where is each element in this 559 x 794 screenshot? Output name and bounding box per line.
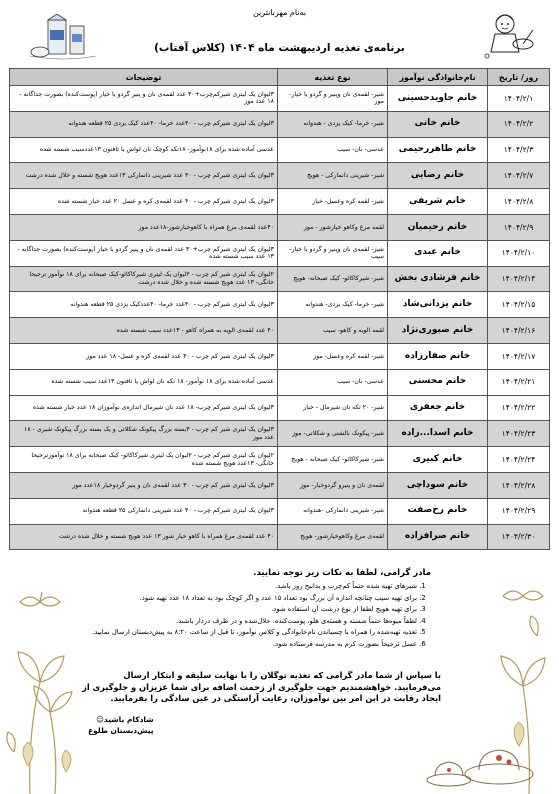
cell-description: ۳لیوان یک لیتری شیرکم‌چرب+۳۰ عدد لقمه‌ی نان و پنیر گردو یا خیار (پوست‌کنده) بصورت جداگانه - ۱۸ عدد موز [10, 86, 278, 112]
cell-student-name: خانم شریفی [388, 189, 488, 215]
cell-food-type: شیر- خرما- کیک یزدی - هندوانه [278, 111, 388, 137]
table-row [10, 214, 550, 240]
cell-date: ۱۴۰۴/۲/۸ [488, 189, 550, 215]
cell-date: ۱۴۰۴/۲/۷ [488, 163, 550, 189]
cell-student-name: خانم صبوری‌نژاد [388, 318, 488, 344]
cell-food-type: شیر- شیرکاکائو- کیک صبحانه- هویج [278, 266, 388, 292]
note-item: 4. لطفاً میوه‌ها حتماً شسته و هسته‌ی هلو، پوست‌کنده، خلال‌شده و در ظرف دردار باشند. [81, 616, 417, 628]
cell-description: ۳لیوان یک لیتری شیرکم چرب+۳۰ عدد لقمه‌ی نان و پنیر گردو یا خیار (پوست‌کنده) بصورت جداگانه - ۱۳ عدد سیب شسته شده [10, 240, 278, 266]
table-row [10, 163, 550, 189]
note-item: 1. شیرهای تهیه شده حتماً کم‌چرب و بدانیح روز باشد. [81, 581, 417, 593]
table-row [10, 395, 550, 421]
table-row [10, 86, 550, 112]
cell-student-name: خانم جعفری [388, 395, 488, 421]
cell-food-type: لقمه الویه و کاهو- سیب [278, 318, 388, 344]
note-item: 2. برای تهیه سیب چنانچه اندازه آن بزرگ بود تعداد ۱۵ عدد و اگر کوچک بود به تعداد ۱۸ عدد تهیه شود. [81, 593, 417, 605]
page-header [0, 0, 559, 68]
child-mixing-bowl-illustration [481, 10, 537, 62]
table-row [10, 292, 550, 318]
cell-food-type: لقمه‌ی نان و پنیرو گردوخیار- موز [278, 472, 388, 498]
column-header-date: روز/ تاریخ [488, 69, 550, 86]
cell-student-name: خانم جاویدحسینی [388, 86, 488, 112]
cell-date: ۱۴۰۴/۲/۱۷ [488, 343, 550, 369]
bismillah-text: به‌نام مهربانترین [252, 8, 307, 17]
cell-description: عدسی آماده شده برای ۱۸ نوآموز- ۱۸ تکه نان لواش یا تافتون ۱۳عدد سیب شسته شده [10, 369, 278, 395]
cell-student-name: خانم یزدانی‌شاد [388, 292, 488, 318]
table-row [10, 137, 550, 163]
cell-date: ۱۴۰۴/۲/۲۴ [488, 447, 550, 473]
table-row [10, 447, 550, 473]
cell-food-type: شیر- لقمه کره وعسل- موز [278, 343, 388, 369]
cell-food-type: شیر- شیرینی دانمارکی - هویج [278, 163, 388, 189]
closing-message: با سپاس از شما مادر گرامی که تغذیه توگلان را با نهایت سلیقه و ابتکار ارسال می‌فرمایید. خواهشمندیم جهت جلوگیری از زحمت اضافه برای شما عزیزان و جلوگیری از ایجاد رقابت در این امر بین نوآموزان، رعایت آراستگی در عین سادگی را بفرمایید. [82, 670, 441, 703]
table-row [10, 189, 550, 215]
cell-description: ۳لیوان یک لیتری شیرکم چرب - ۴۰ عدد شیرینی دانمارکی ۱۳عدد هویج شسته و خلال شده درشت [10, 163, 278, 189]
cell-date: ۱۴۰۴/۲/۱۴ [488, 266, 550, 292]
note-item: 3. برای تهیه هویج لطفا از نوع درشت آن استفاده شود. [81, 604, 417, 616]
cell-student-name: خانم سوداچی [388, 472, 488, 498]
cell-description: ۳لیوان یک لیتری شیرکم چرب- ۱۸ عدد نان شیرمال اندازه‌ی نوآموزان ۱۸ عدد خیار شسته شده [10, 395, 278, 421]
table-row [10, 343, 550, 369]
cell-student-name: خانم محسنی [388, 369, 488, 395]
cell-food-type: عدسی- نان- سیب [278, 137, 388, 163]
cell-description: ۳لیوان یک لیتری شیرکم چرب - ۴۰ عدد لقمه‌ی کره و عسل ۲۰ عدد خیار شسته شده [10, 189, 278, 215]
table-row [10, 318, 550, 344]
cell-food-type: شیر- پیکونک بالشتی و شکلاتی- موز [278, 421, 388, 447]
nutrition-schedule-table [9, 68, 550, 550]
cell-food-type: شیر- ۲۰ تکه نان شیرمال - خیار [278, 395, 388, 421]
cell-date: ۱۴۰۴/۲/۱۶ [488, 318, 550, 344]
notes-title: مادر گرامی، لطفا به نکات زیر توجه نمایید. [253, 568, 431, 578]
cell-food-type: شیر- لقمه‌ی نان وپنیر و گردو یا خیار- سیب [278, 240, 388, 266]
cell-food-type: شیر- شیرکاکائو- کیک صبحانه - هویج [278, 447, 388, 473]
table-row [10, 266, 550, 292]
cell-date: ۱۴۰۴/۲/۳۰ [488, 524, 550, 550]
cell-student-name: خانم عبدی [388, 240, 488, 266]
cell-student-name: خانم رخ‌صفت [388, 498, 488, 524]
cell-date: ۱۴۰۴/۲/۲۹ [488, 498, 550, 524]
cell-date: ۱۴۰۴/۲/۱۰ [488, 240, 550, 266]
column-header-name: نام‌خانوادگی نوآموز [388, 69, 488, 86]
cell-description: ۳لیوان یک لیتری شیرکم چرب - ۴۰ عدد شیرینی دانمارکی ۲۵ قطعه هندوانه [10, 498, 278, 524]
cell-date: ۱۴۰۴/۲/۲۸ [488, 472, 550, 498]
cell-description: ۴۰ عدد لقمه‌ی مرغ همراه با کاهو خیار شور ۱۳ عدد هویج شسته و خلال شده درشت [10, 524, 278, 550]
cell-student-name: خانم رحیمیان [388, 214, 488, 240]
cell-student-name: خانم کبیری [388, 447, 488, 473]
table-row [10, 111, 550, 137]
signature-block [88, 714, 154, 736]
cell-student-name: خانم صرافزاده [388, 524, 488, 550]
cell-student-name: خانم طاهررحیمی [388, 137, 488, 163]
cell-description: ۲لیوان یک لیتری شیرکم چرب - ۲لیوان یک لیتری شیرکاکائو- کیک صبحانه برای ۱۸ نوآموزترجیحا خانگی- ۱۳عدد هویج شسته شده [10, 447, 278, 473]
cell-student-name: خانم فرشادی بخش [388, 266, 488, 292]
note-item: 5. تغذیه تهیه‌شده را همراه با چسباندن نام‌خانوادگی و کلاس نوآموز، تا قبل از ساعت ۸:۲۰ به پیش‌دبستان ارسال نمایید. [81, 627, 417, 639]
cell-food-type: شیر- شیرینی دانمارکی -هندوانه [278, 498, 388, 524]
note-item: 6. عسل ترجیحاً بصورت کرم به مدرسه فرستاده شود. [81, 639, 417, 651]
table-header-row [10, 69, 550, 86]
cell-student-name: خانم صفارزاده [388, 343, 488, 369]
cell-description: عدسی آماده شده برای ۱۸نوآموز- ۱۸تکه کوچک نان لواش یا تافتون ۱۳عددسیب شسته شده [10, 137, 278, 163]
cell-description: ۴۰عدد لقمه‌ی مرغ همراه با کاهوخیارشور-۱۸عدد موز [10, 214, 278, 240]
page-title: برنامه‌ی تغذیه اردیبهشت ماه ۱۴۰۴ (کلاس آفتاب) [154, 42, 405, 54]
cell-date: ۱۴۰۴/۲/۲ [488, 111, 550, 137]
cell-food-type: عدسی- نان- سیب [278, 369, 388, 395]
table-row [10, 472, 550, 498]
cell-food-type: لقمه مرغ وکاهو خیارشور - موز [278, 214, 388, 240]
cell-date: ۱۴۰۴/۲/۲۳ [488, 421, 550, 447]
cell-date: ۱۴۰۴/۲/۱ [488, 86, 550, 112]
signature-line-2: پیش‌دبستان طلوع [88, 726, 154, 735]
cell-date: ۱۴۰۴/۲/۲۲ [488, 395, 550, 421]
cell-date: ۱۴۰۴/۲/۹ [488, 214, 550, 240]
notes-list [81, 581, 431, 650]
table-row [10, 498, 550, 524]
cell-student-name: خانم اسدا...زاده [388, 421, 488, 447]
cell-food-type: شیر- لقمه کره وعسل- خیار [278, 189, 388, 215]
cell-date: ۱۴۰۴/۲/۲۱ [488, 369, 550, 395]
cell-date: ۱۴۰۴/۲/۳ [488, 137, 550, 163]
cell-description: ۳لیوان یک لیتری شیرکم چرب - ۴۰عدد خرما- ۴۰عددکیک یزدی ۲۵ قطعه هندوانه [10, 292, 278, 318]
table-row [10, 524, 550, 550]
cell-description: ۳لیوان یک لیتری شیر کم چرب - ۴۰ عدد لقمه‌ی کره و عسل- ۱۸ عدد موز [10, 343, 278, 369]
notes-list-block [81, 564, 431, 650]
cell-date: ۱۴۰۴/۲/۱۵ [488, 292, 550, 318]
table-row [10, 369, 550, 395]
cell-description: ۳لیوان یک لیتری شیرکم چرب - ۴۰عدد خرما- ۴۰عدد کیک یزدی ۲۵ قطعه هندوانه [10, 111, 278, 137]
cell-food-type: شیر- خرما- کیک یزدی- هندوانه [278, 292, 388, 318]
cell-description: ۳لیوان یک لیتری شیر کم چرب - ۳۰ عدد لقمه‌ی نان و پنیر گردوخیار ۱۸عدد موز [10, 472, 278, 498]
column-header-description: توضیحات [10, 69, 278, 86]
table-row [10, 421, 550, 447]
signature-line-1: شاد‌کام باشید☺ [96, 715, 154, 724]
notes-section [0, 562, 559, 794]
cell-food-type: شیر- لقمه‌ی نان وپنیر و گردو یا خیار- موز [278, 86, 388, 112]
cell-student-name: خانم رضایی [388, 163, 488, 189]
cell-description: ۲لیوان یک لیتری شیر کم چرب - ۲لیوان یک لیتری شیرکاکائو-کیک صبحانه برای ۱۸ نوآموز ترجیحا خانگی- ۱۳ عدد هویج شسته شده و خلال شده درشت [10, 266, 278, 292]
cell-student-name: خانم خانی [388, 111, 488, 137]
column-header-food: نوع تغذیه [278, 69, 388, 86]
cell-food-type: لقمه‌ی مرغ وکاهوخیارشور- هویج [278, 524, 388, 550]
tea-set-decoration [349, 714, 559, 794]
cell-description: ۳لیوان یک لیتری شیر کم چرب - ۴بسته بزرگ پیکونک شکلاتی و یک بسته بزرگ پیکونک شیری - ۱۸ عدد موز [10, 421, 278, 447]
table-row [10, 240, 550, 266]
cell-description: ۴۰ عدد لقمه‌ی الویه به همراه کاهو - ۱۳عدد سیب شسته شده [10, 318, 278, 344]
